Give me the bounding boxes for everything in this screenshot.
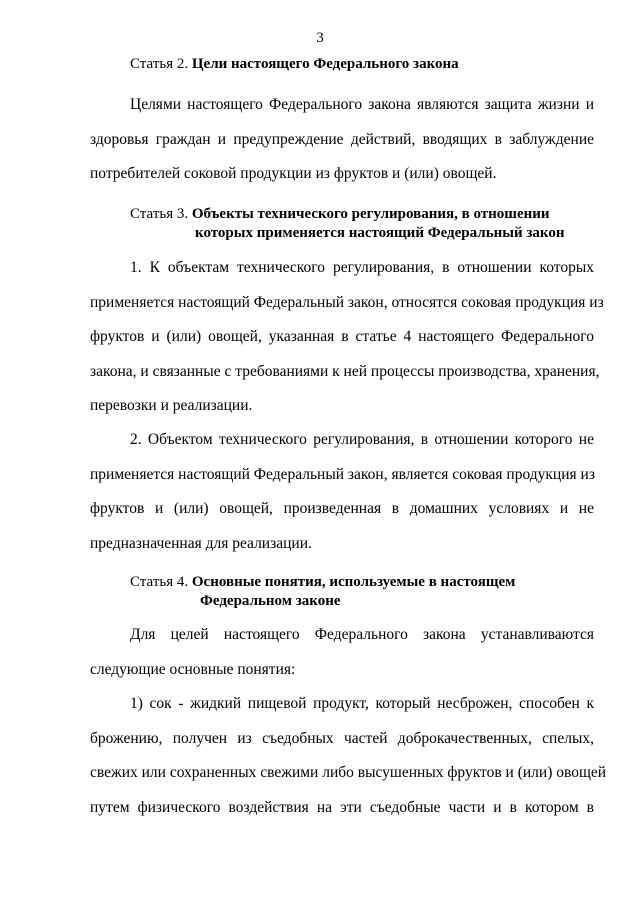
text-line: брожению, получен из съедобных частей доброкачественных, спелых, [90, 729, 594, 747]
article-3-label: Статья 3. [130, 206, 189, 222]
text-line: применяется настоящий Федеральный закон, является соковая продукция из [90, 465, 595, 483]
text-line: фруктов и (или) овощей, произведенная в домашних условиях и не [90, 500, 594, 517]
text-line: потребителей соковой продукции из фруктов и (или) овощей. [90, 165, 497, 182]
article-2-paragraph [90, 94, 594, 198]
text-line: предназначенная для реализации. [90, 534, 312, 552]
article-4-title-line-2: Федеральном законе [200, 593, 341, 609]
article-4-definition-1 [90, 693, 607, 831]
text-line: свежих или сохраненных свежими либо высушенных фруктов и (или) овощей [90, 764, 607, 781]
text-line: 1) сок - жидкий пищевой продукт, который несброжен, способен к [130, 695, 594, 712]
text-line: перевозки и реализации. [90, 397, 253, 414]
article-2-label: Статья 2. [130, 56, 189, 72]
text-line: Для целей настоящего Федерального закона устанавливаются [130, 626, 594, 643]
page-number: 3 [316, 30, 324, 46]
article-3-paragraph-1 [90, 257, 604, 430]
article-4-heading [130, 573, 515, 611]
text-line: следующие основные понятия: [90, 660, 296, 678]
article-4-title-line-1: Основные понятия, используемые в настоящем [191, 574, 516, 590]
text-line: закона, и связанные с требованиями к ней процессы производства, хранения, [90, 362, 600, 380]
text-line: Целями настоящего Федерального закона являются защита жизни и [130, 96, 594, 113]
article-3-title-line-2: которых применяется настоящий Федеральный закон [195, 225, 565, 241]
article-2-title: Цели настоящего Федерального закона [191, 56, 459, 72]
text-line: 2. Объектом технического регулирования, в отношении которого не [130, 431, 594, 448]
text-line: путем физического воздействия на эти съедобные части и в котором в [90, 798, 594, 816]
article-4-intro [90, 624, 594, 693]
article-2-heading [130, 55, 459, 74]
article-3-heading [130, 205, 565, 243]
text-line: 1. К объектам технического регулирования, в отношении которых [130, 259, 594, 276]
text-line: здоровья граждан и предупреждение действий, вводящих в заблуждение [90, 130, 594, 148]
article-3-paragraph-2 [90, 429, 594, 567]
text-line: фруктов и (или) овощей, указанная в статье 4 настоящего Федерального [90, 328, 594, 345]
text-line: применяется настоящий Федеральный закон, относятся соковая продукция из [90, 293, 604, 311]
article-4-label: Статья 4. [130, 574, 189, 590]
article-3-title-line-1: Объекты технического регулирования, в отношении [191, 206, 550, 222]
